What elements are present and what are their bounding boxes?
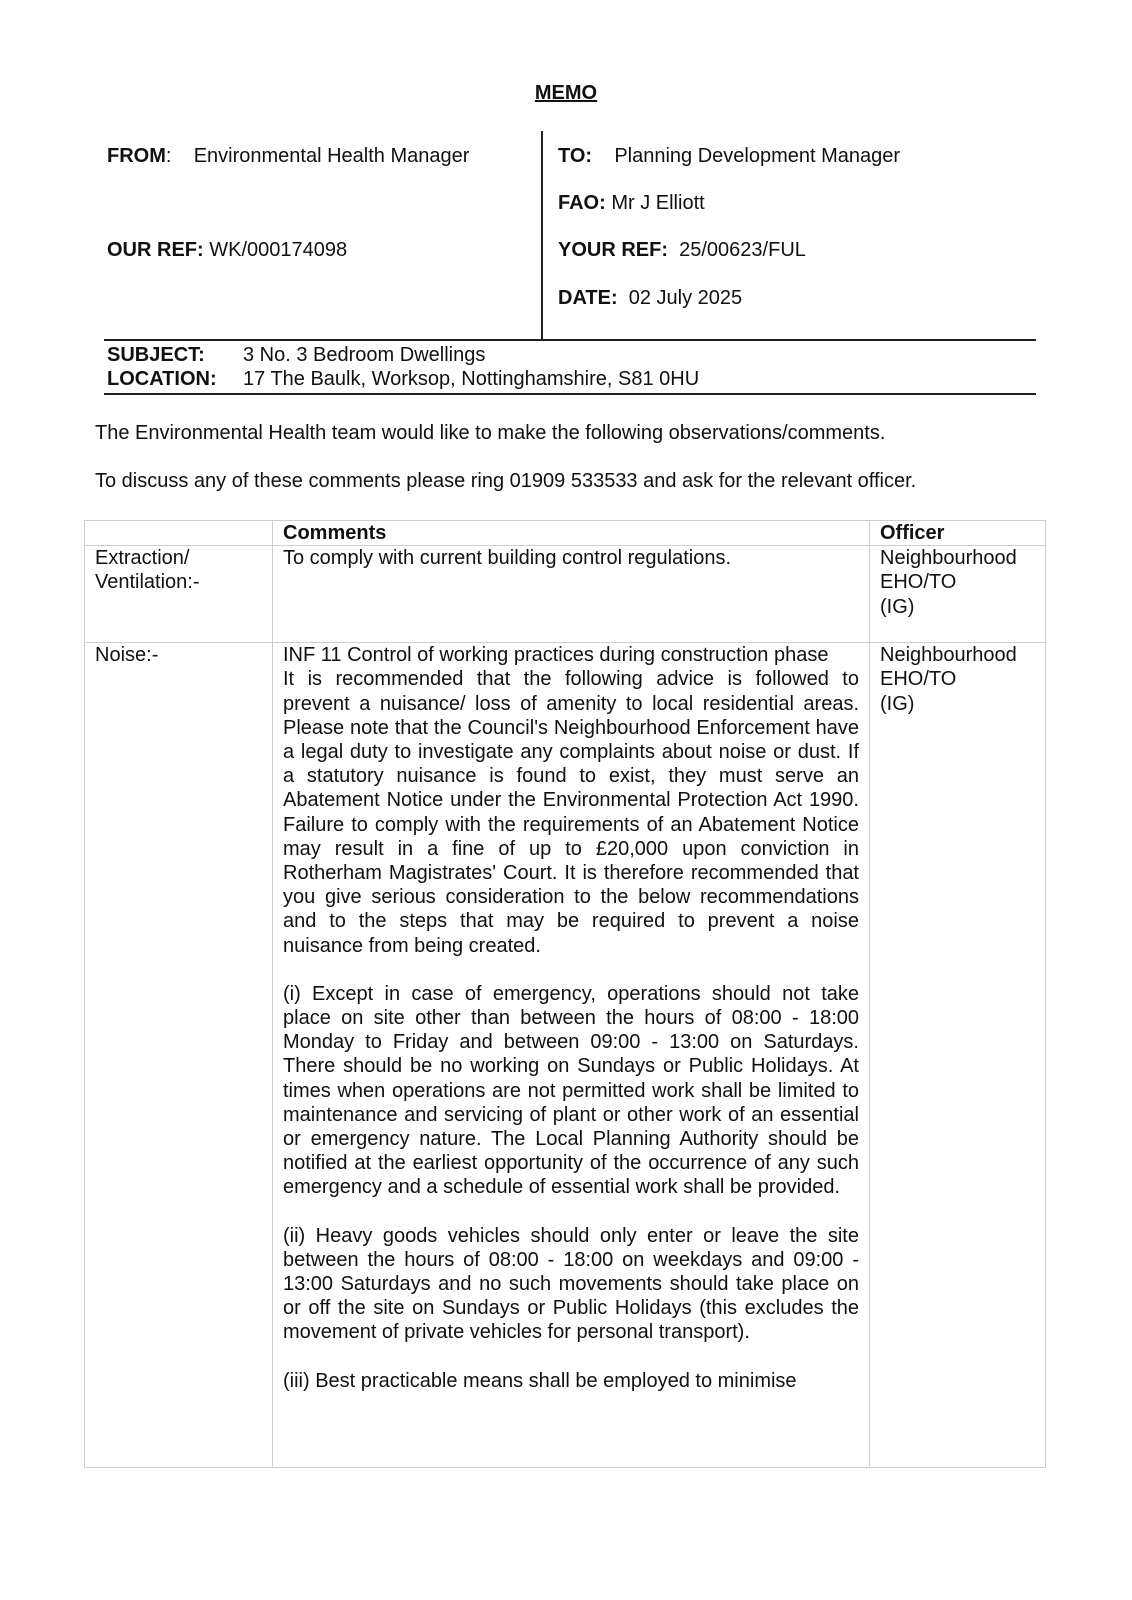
row-officer: [870, 643, 1046, 1468]
our-ref-value: WK/000174098: [209, 239, 348, 261]
to-value: Planning Development Manager: [614, 145, 901, 167]
officer-line: Neighbourhood: [880, 644, 1017, 667]
header-topic: [85, 521, 273, 546]
officer-line: (IG): [880, 692, 915, 715]
subject-top-rule: [104, 339, 1036, 341]
officer-line: (IG): [880, 595, 915, 618]
officer-line: EHO/TO: [880, 668, 957, 691]
your-ref-label: YOUR REF:: [558, 239, 668, 261]
header-officer: Officer: [870, 521, 1046, 546]
location-value: 17 The Baulk, Worksop, Nottinghamshire, S81 0HU: [243, 368, 700, 390]
row-officer: [870, 546, 1046, 643]
comments-table: [84, 520, 1046, 1468]
subject-bottom-rule: [104, 393, 1036, 395]
location-label: LOCATION:: [107, 368, 217, 390]
comment-paragraph: (i) Except in case of emergency, operations should not take place on site other than between the hours of 08:00 - 18:00 Monday to Friday and between 09:00 - 13:00 on Saturdays. There should be no working on Sundays or Public Holidays. At times when operations are not permitted work shall be limited to maintenance and servicing of plant or other work of an essential or emergency nature. The Local Planning Authority should be notified at the earliest opportunity of the occurrence of any such emergency and a schedule of essential work shall be provided.: [283, 982, 859, 1199]
our-ref-field: [107, 238, 347, 262]
date-field: [558, 286, 742, 310]
from-label: FROM: [107, 145, 166, 167]
to-label: TO:: [558, 145, 593, 167]
row-topic: [85, 546, 273, 643]
fao-label: FAO:: [558, 192, 606, 214]
table-row: [85, 546, 1046, 643]
memo-title: MEMO: [534, 82, 598, 104]
date-value: 02 July 2025: [628, 287, 743, 309]
row-topic: [85, 643, 273, 1468]
comment-paragraph: (ii) Heavy goods vehicles should only enter or leave the site between the hours of 08:00 - 18:00 on weekdays and 09:00 - 13:00 Saturdays and no such movements should take place on or off the site on Sundays or Public Holidays (this excludes the movement of private vehicles for personal transport).: [283, 1224, 859, 1344]
subject-value: 3 No. 3 Bedroom Dwellings: [243, 344, 486, 366]
intro-line-1: The Environmental Health team would like to make the following observations/comments.: [95, 422, 886, 444]
topic-line: Ventilation:-: [95, 571, 200, 594]
your-ref-field: [558, 238, 806, 262]
fao-value: Mr J Elliott: [611, 192, 705, 214]
date-label: DATE:: [558, 287, 618, 309]
our-ref-label: OUR REF:: [107, 239, 204, 261]
officer-line: EHO/TO: [880, 571, 957, 594]
topic-line: Noise:-: [95, 644, 159, 667]
comment-paragraph: It is recommended that the following advice is followed to prevent a nuisance/ loss of amenity to local residential areas. Please note that the Council's Neighbourhood Enforcement have a legal duty to investigate any complaints about noise or dust. If a statutory nuisance is found to exist, they must serve an Abatement Notice under the Environmental Protection Act 1990. Failure to comply with the requirements of an Abatement Notice may result in a fine of up to £20,000 upon conviction in Rotherham Magistrates' Court. It is therefore recommended that you give serious consideration to the below recommendations and to the steps that may be required to prevent a noise nuisance from being created.: [283, 668, 859, 957]
from-value: Environmental Health Manager: [193, 145, 470, 167]
row-comment: [273, 643, 870, 1468]
header-divider: [541, 131, 543, 339]
header-comments: Comments: [273, 521, 870, 546]
table-header-row: [85, 521, 1046, 546]
comment-paragraph: (iii) Best practicable means shall be employed to minimise: [283, 1369, 797, 1392]
location-line: [107, 367, 699, 391]
table-row: [85, 643, 1046, 1468]
officer-line: Neighbourhood: [880, 547, 1017, 570]
your-ref-value: 25/00623/FUL: [679, 239, 806, 261]
row-comment: To comply with current building control regulations.: [273, 546, 870, 643]
intro-line-2: To discuss any of these comments please ring 01909 533533 and ask for the relevant officer.: [95, 470, 917, 492]
topic-line: Extraction/: [95, 547, 190, 570]
from-field: FROM: Environmental Health Manager: [107, 145, 470, 167]
subject-label: SUBJECT:: [107, 344, 205, 366]
to-field: [558, 144, 900, 168]
comment-heading: INF 11 Control of working practices during construction phase: [283, 644, 829, 667]
fao-field: [558, 191, 705, 215]
subject-line: [107, 343, 485, 367]
